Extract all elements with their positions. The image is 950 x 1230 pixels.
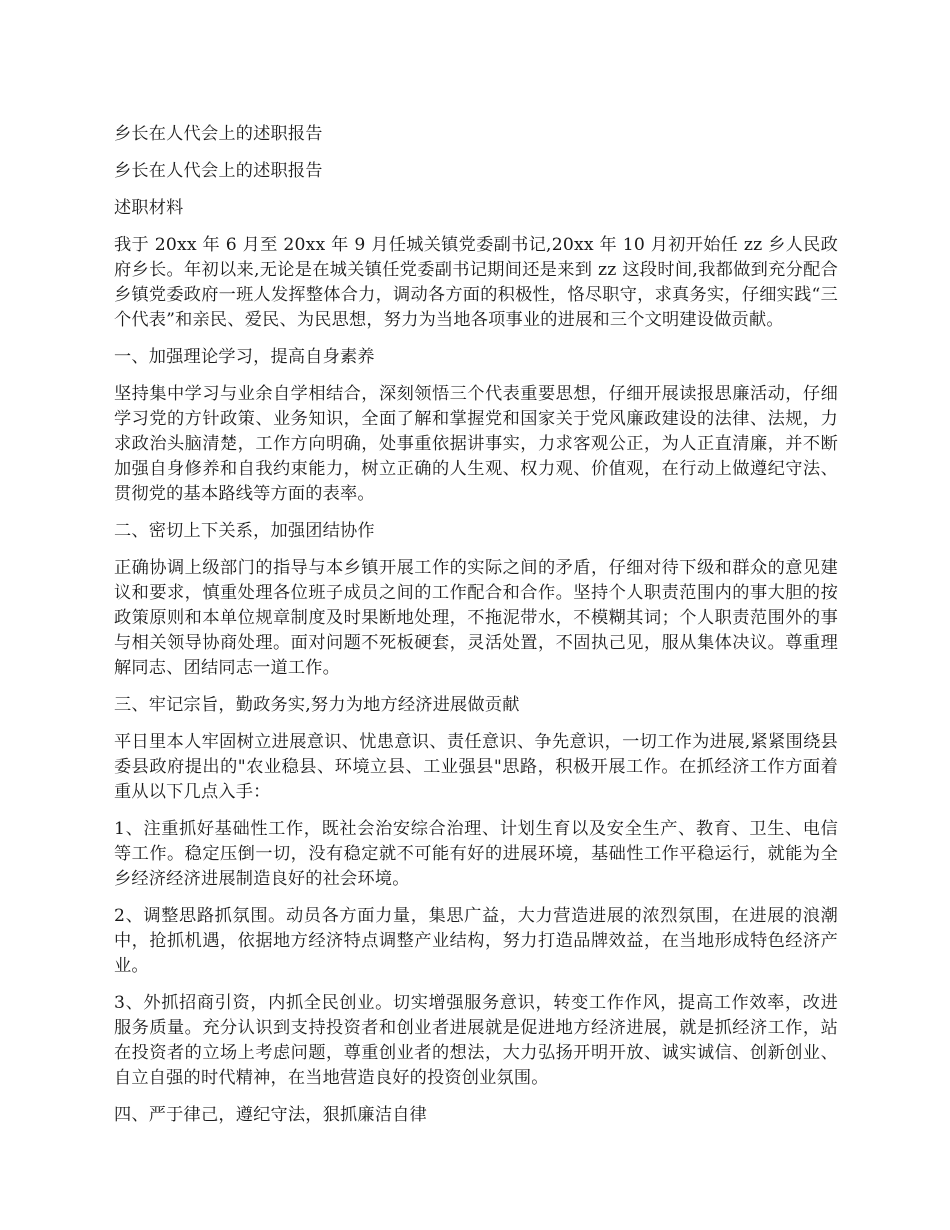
list-item-1: 1、注重抓好基础性工作，既社会治安综合治理、计划生育以及安全生产、教育、卫生、电信等工作。稳定压倒一切，没有稳定就不可能有好的进展环境，基础性工作平稳运行，就能为全乡经济经济进展制造良好的社会环境。 bbox=[114, 819, 838, 889]
document-title-repeat: 乡长在人代会上的述职报告 bbox=[114, 161, 323, 181]
section-3-paragraph: 平日里本人牢固树立进展意识、忧患意识、责任意识、争先意识，一切工作为进展,紧紧围绕县委县政府提出的"农业稳县、环境立县、工业强县"思路，积极开展工作。在抓经济工作方面着重从以下几点入手： bbox=[114, 732, 838, 802]
document-title: 乡长在人代会上的述职报告 bbox=[114, 124, 323, 144]
section-1-paragraph: 坚持集中学习与业余自学相结合，深刻领悟三个代表重要思想，仔细开展读报思廉活动，仔细学习党的方针政策、业务知识，全面了解和掌握党和国家关于党风廉政建设的法律、法规，力求政治头脑清楚，工作方向明确，处事重依据讲事实，力求客观公正，为人正直清廉，并不断加强自身修养和自我约束能力，树立正确的人生观、权力观、价值观，在行动上做遵纪守法、贯彻党的基本路线等方面的表率。 bbox=[114, 384, 838, 504]
section-heading-2: 二、密切上下关系，加强团结协作 bbox=[114, 521, 375, 541]
list-item-3: 3、外抓招商引资，内抓全民创业。切实增强服务意识，转变工作作风，提高工作效率，改进服务质量。充分认识到支持投资者和创业者进展就是促进地方经济进展，就是抓经济工作，站在投资者的立场上考虑问题，尊重创业者的想法，大力弘扬开明开放、诚实诚信、创新创业、自立自强的时代精神，在当地营造良好的投资创业氛围。 bbox=[114, 993, 838, 1088]
section-heading-4: 四、严于律己，遵纪守法，狠抓廉洁自律 bbox=[114, 1105, 427, 1125]
section-heading-3: 三、牢记宗旨，勤政务实,努力为地方经济进展做贡献 bbox=[114, 695, 520, 715]
section-heading-1: 一、加强理论学习，提高自身素养 bbox=[114, 347, 375, 367]
list-item-2: 2、调整思路抓氛围。动员各方面力量，集思广益，大力营造进展的浓烈氛围，在进展的浪潮中，抢抓机遇，依据地方经济特点调整产业结构，努力打造品牌效益，在当地形成特色经济产业。 bbox=[114, 906, 838, 976]
intro-paragraph: 我于 20xx 年 6 月至 20xx 年 9 月任城关镇党委副书记,20xx 年 10 月初开始任 zz 乡人民政府乡长。年初以来,无论是在城关镇任党委副书记期间还是来到 zz 这段时间,我都做到充分配合乡镇党委政府一班人发挥整体合力，调动各方面的积极性，恪尽职守，求真务实，仔细实践“三个代表”和亲民、爱民、为民思想，努力为当地各项事业的进展和三个文明建设做贡献。 bbox=[114, 235, 838, 330]
document-subtitle: 述职材料 bbox=[114, 198, 184, 218]
document-body bbox=[114, 122, 838, 1140]
section-2-paragraph: 正确协调上级部门的指导与本乡镇开展工作的实际之间的矛盾，仔细对待下级和群众的意见建议和要求，慎重处理各位班子成员之间的工作配合和合作。坚持个人职责范围内的事大胆的按政策原则和本单位规章制度及时果断地处理，不拖泥带水，不模糊其词；个人职责范围外的事与相关领导协商处理。面对问题不死板硬套，灵活处置，不固执己见，服从集体决议。尊重理解同志、团结同志一道工作。 bbox=[114, 558, 838, 678]
